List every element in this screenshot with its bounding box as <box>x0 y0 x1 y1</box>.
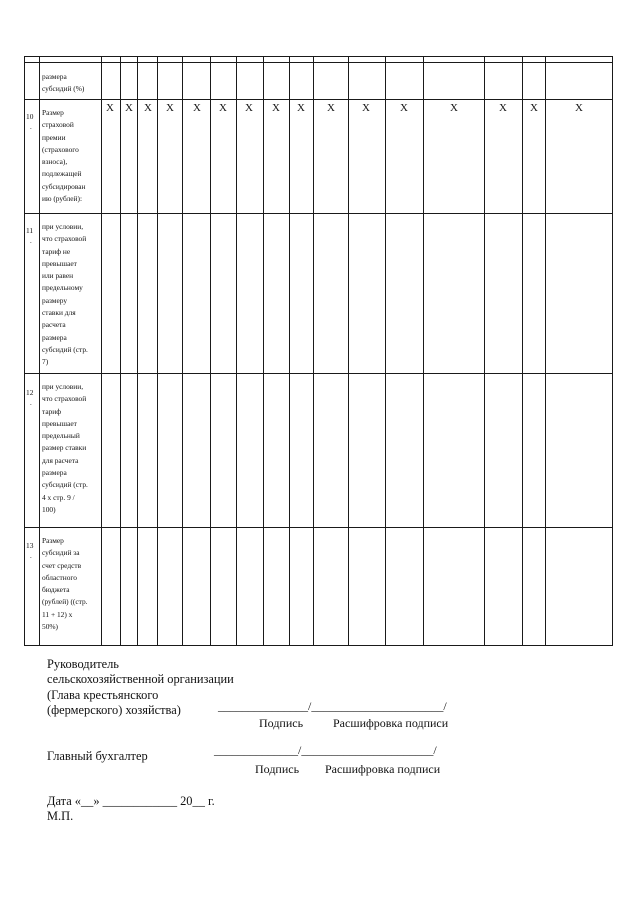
table-row-border <box>24 99 612 100</box>
table-row-border <box>24 645 612 646</box>
head-title-line-2: сельскохозяйственной организации <box>47 672 234 686</box>
row-label-continued: размера субсидий (%) <box>42 72 85 94</box>
x-mark: X <box>219 102 227 114</box>
row-label: Размер страховой премии (страхового взноса), подлежащей субсидирован ию (рублей): <box>42 108 86 204</box>
table-column-border <box>157 56 158 646</box>
table-column-border <box>612 56 613 646</box>
x-mark: X <box>272 102 280 114</box>
row-number: 12 <box>26 388 34 397</box>
x-mark: X <box>166 102 174 114</box>
head-caption-signature: Подпись <box>259 716 304 730</box>
accountant-label: Главный бухгалтер <box>47 749 148 763</box>
row-label: при условии, что страховой тариф превышает предельный размер ставки для расчета размера субсидий (стр. 4 x стр. 9 / 100) <box>42 382 88 514</box>
table-row-border <box>24 373 612 374</box>
table-column-border <box>385 56 386 646</box>
x-mark: X <box>575 102 583 114</box>
table-column-border <box>545 56 546 646</box>
x-mark: X <box>530 102 538 114</box>
row-number: 10 <box>26 112 34 121</box>
row-number: 13 <box>26 541 34 550</box>
table-column-border <box>313 56 314 646</box>
x-mark: X <box>144 102 152 114</box>
x-mark: X <box>125 102 133 114</box>
table-column-border <box>522 56 523 646</box>
table-column-border <box>423 56 424 646</box>
table-column-border <box>24 56 25 646</box>
head-title-line-3: (Глава крестьянского <box>47 688 159 702</box>
table-column-border <box>348 56 349 646</box>
accountant-signature-field[interactable]: ______________/______________________/ <box>214 743 437 757</box>
table-column-border <box>236 56 237 646</box>
accountant-caption-signature: Подпись <box>255 762 300 776</box>
head-title-line-1: Руководитель <box>47 657 119 671</box>
x-mark: X <box>245 102 253 114</box>
x-mark: X <box>193 102 201 114</box>
row-number-dot: . <box>30 552 32 560</box>
row-number-dot: . <box>30 399 32 407</box>
table-column-border <box>120 56 121 646</box>
x-mark: X <box>297 102 305 114</box>
date-line[interactable]: Дата «__» ____________ 20__ г. <box>47 794 215 808</box>
x-mark: X <box>327 102 335 114</box>
table-row-border <box>24 527 612 528</box>
x-mark: X <box>106 102 114 114</box>
table-column-border <box>39 56 40 646</box>
table-column-border <box>263 56 264 646</box>
row-number: 11 <box>26 226 34 235</box>
table-column-border <box>289 56 290 646</box>
row-number-dot: . <box>30 123 32 131</box>
x-mark: X <box>362 102 370 114</box>
row-number-dot: . <box>30 237 32 245</box>
head-title-line-4: (фермерского) хозяйства) <box>47 703 181 717</box>
head-signature-field[interactable]: _______________/______________________/ <box>218 699 447 713</box>
row-label: Размер субсидий за счет средств областного бюджета (рублей) ((стр. 11 + 12) x 50%) <box>42 536 88 632</box>
table-row-border <box>24 62 612 63</box>
x-mark: X <box>499 102 507 114</box>
x-mark: X <box>450 102 458 114</box>
table-top-border <box>24 56 612 57</box>
accountant-caption-decode: Расшифровка подписи <box>325 762 441 776</box>
table-column-border <box>210 56 211 646</box>
table-column-border <box>137 56 138 646</box>
table-row-border <box>24 213 612 214</box>
table-column-border <box>484 56 485 646</box>
table-column-border <box>182 56 183 646</box>
seal-mark: М.П. <box>47 809 74 823</box>
head-caption-decode: Расшифровка подписи <box>333 716 449 730</box>
table-column-border <box>101 56 102 646</box>
row-label: при условии, что страховой тариф не превышает или равен предельному размеру ставки для расчета размера субсидий (стр. 7) <box>42 222 88 367</box>
x-mark: X <box>400 102 408 114</box>
